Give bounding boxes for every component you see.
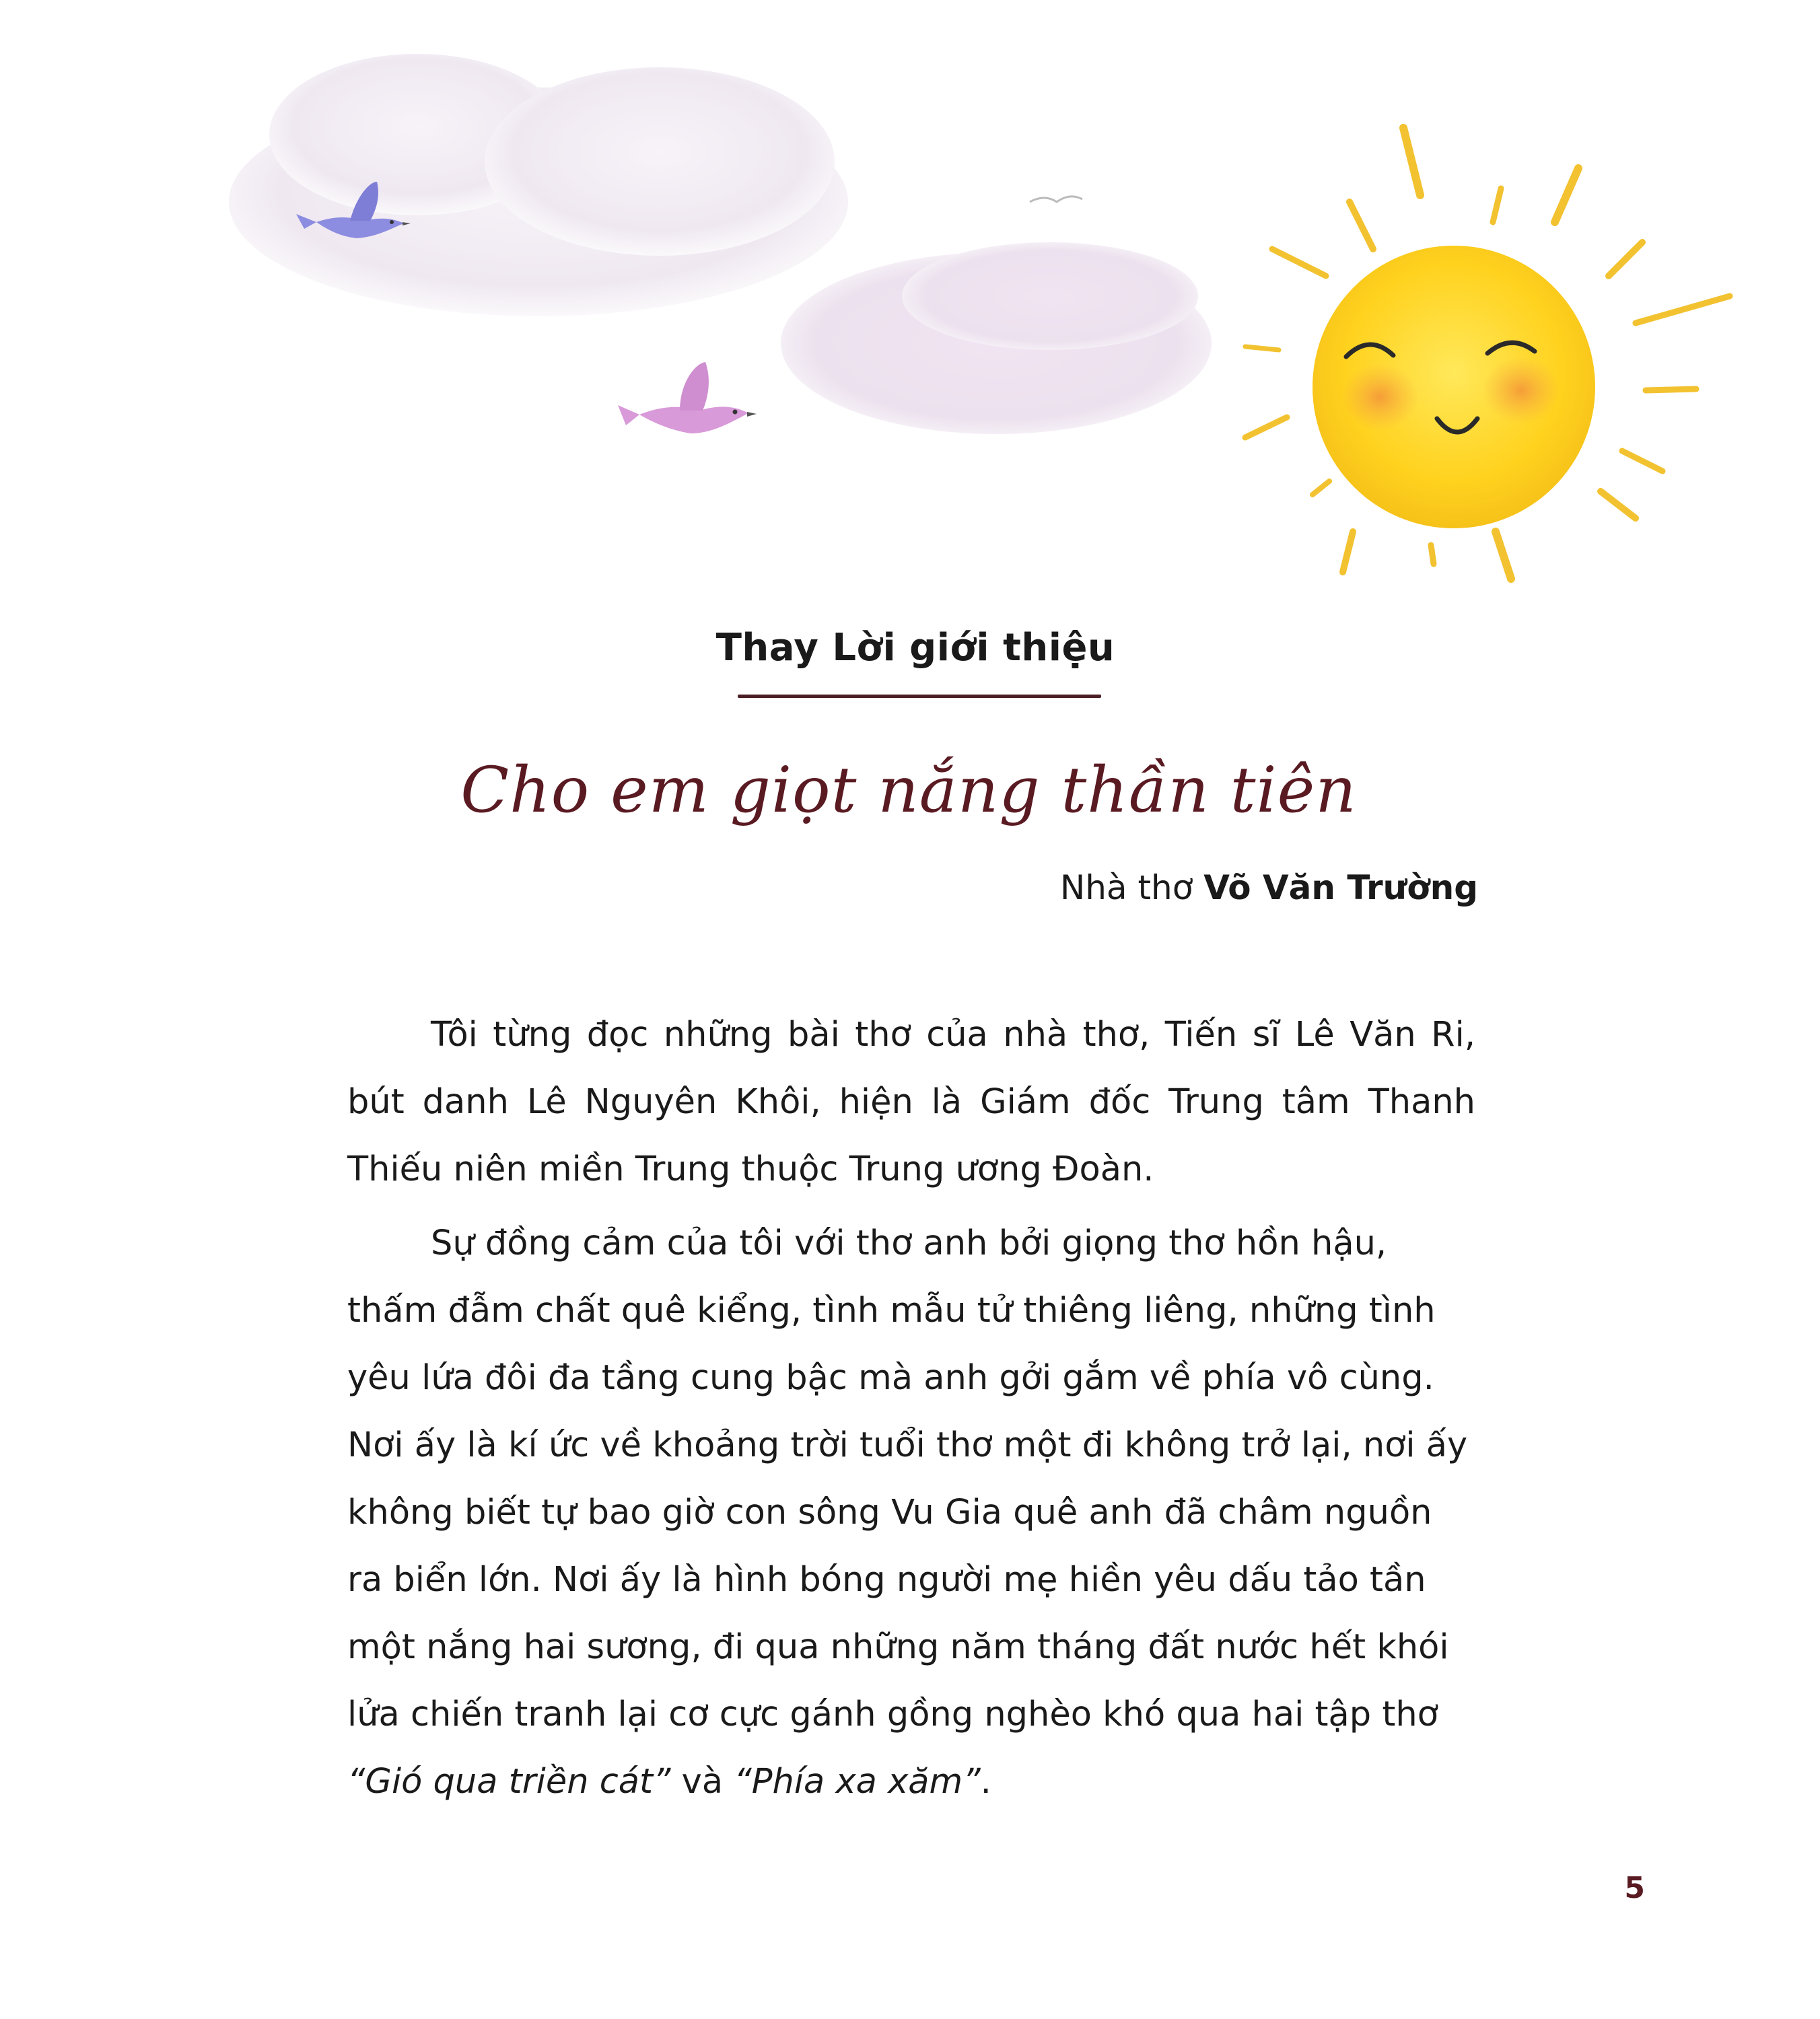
- connector-word: và: [681, 1762, 724, 1802]
- author-line: [1060, 868, 1478, 907]
- pink-bird-icon: [618, 362, 757, 433]
- heading-underline: [738, 695, 1101, 698]
- paragraph-2-end: .: [980, 1762, 991, 1802]
- book-title-1: “Gió qua triền cát”: [347, 1762, 671, 1802]
- section-heading: Thay Lời giới thiệu: [715, 626, 1115, 670]
- page-number: 5: [1624, 1871, 1645, 1905]
- author-name: Võ Văn Trường: [1203, 868, 1478, 907]
- small-bird-icon: [1030, 197, 1082, 202]
- poem-title: Cho em giọt nắng thần tiên: [460, 754, 1357, 827]
- paragraph-1: Tôi từng đọc những bài thơ của nhà thơ, Tiến sĩ Lê Văn Ri, bút danh Lê Nguyên Khôi, hiện là Giám đốc Trung tâm Thanh Thiếu niên miền Trung thuộc Trung ương Đoàn.: [347, 1015, 1475, 1189]
- cloud-right: [781, 242, 1212, 434]
- paragraph-2-text: Sự đồng cảm của tôi với thơ anh bởi giọng thơ hồn hậu, thấm đẫm chất quê kiểng, tình mẫu tử thiêng liêng, những tình yêu lứa đôi đa tầng cung bậc mà anh gởi gắm về phía vô cùng. Nơi ấy là kí ức về khoảng trời tuổi thơ một đi không trở lại, nơi ấy không biết tự bao giờ con sông Vu Gia quê anh đã châm nguồn ra biển lớn. Nơi ấy là hình bóng người mẹ hiền yêu dấu tảo tần một nắng hai sương, đi qua những năm tháng đất nước hết khói lửa chiến tranh lại cơ cực gánh gồng nghèo khó qua hai tập thơ: [347, 1224, 1468, 1734]
- author-prefix: Nhà thơ: [1059, 868, 1193, 907]
- smiling-sun-icon: [1312, 246, 1595, 528]
- body-text: [347, 1001, 1475, 1822]
- paragraph-2: [347, 1210, 1475, 1816]
- book-title-2: “Phía xa xăm”: [734, 1762, 981, 1802]
- cloud-left: [229, 54, 848, 316]
- header-illustration: [0, 0, 1820, 619]
